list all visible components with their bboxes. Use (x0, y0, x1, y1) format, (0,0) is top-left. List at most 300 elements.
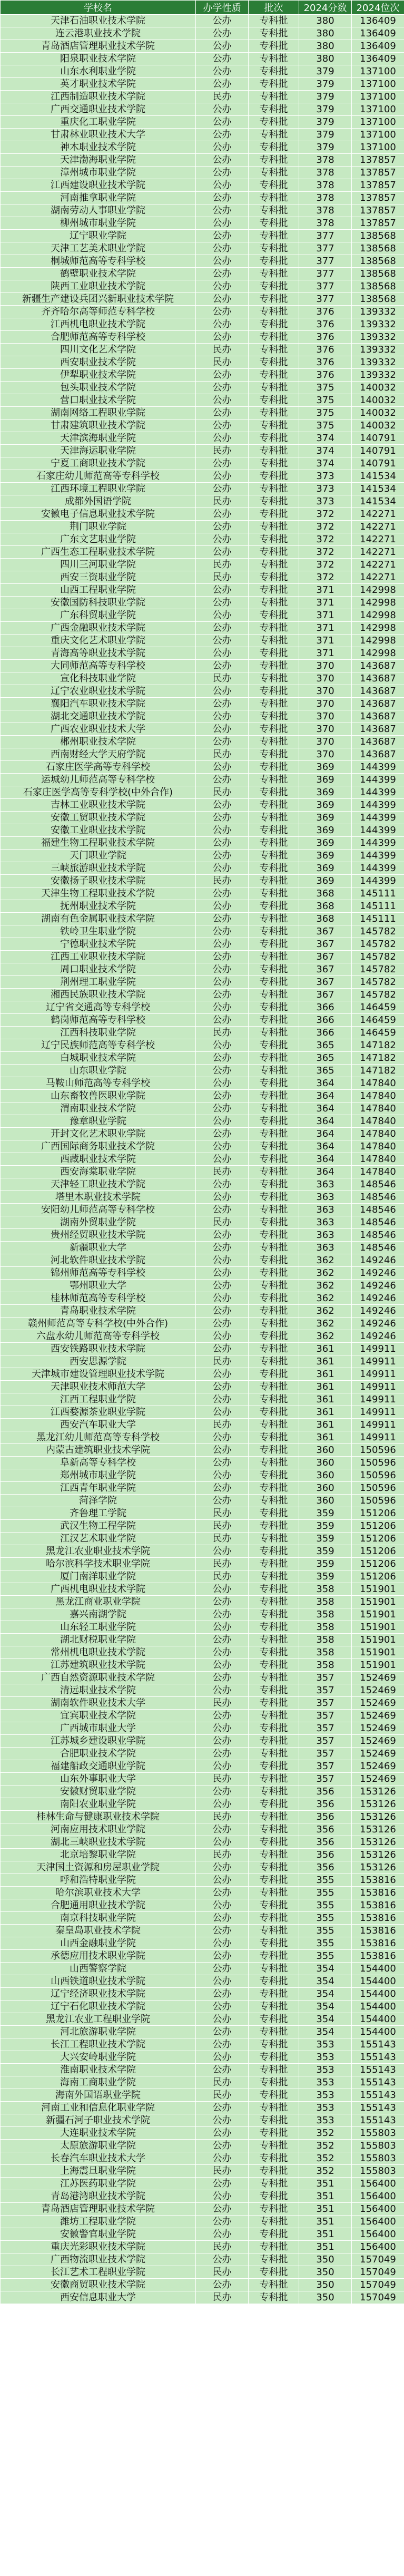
rank-cell: 137857 (352, 217, 404, 230)
school-name-cell: 天津渤海职业学院 (1, 154, 196, 167)
batch-cell: 专科批 (249, 344, 299, 356)
batch-cell: 专科批 (249, 521, 299, 533)
score-cell: 354 (299, 2013, 352, 2026)
score-cell: 365 (299, 1065, 352, 1077)
ownership-cell: 民办 (196, 356, 249, 369)
batch-cell: 专科批 (249, 1090, 299, 1102)
school-name-cell: 辽宁石化职业技术学院 (1, 2001, 196, 2013)
table-row (1, 2026, 404, 2038)
table-row (1, 862, 404, 875)
score-cell: 364 (299, 1166, 352, 1178)
score-cell: 370 (299, 698, 352, 710)
school-name-cell: 山西铁道职业技术学院 (1, 1975, 196, 1988)
school-name-cell: 安徽国防科技职业学院 (1, 597, 196, 609)
school-name-cell: 西安汽车职业大学 (1, 1419, 196, 1431)
rank-cell: 153816 (352, 1925, 404, 1937)
score-cell: 367 (299, 989, 352, 1001)
batch-cell: 专科批 (249, 938, 299, 951)
rank-cell: 152469 (352, 1773, 404, 1785)
school-name-cell: 郴州职业技术学院 (1, 736, 196, 748)
batch-cell: 专科批 (249, 255, 299, 268)
table-row (1, 1963, 404, 1975)
table-row (1, 1330, 404, 1343)
score-cell: 380 (299, 40, 352, 53)
ownership-cell: 民办 (196, 786, 249, 799)
rank-cell: 144399 (352, 824, 404, 837)
rank-cell: 145782 (352, 938, 404, 951)
rank-cell: 136409 (352, 27, 404, 40)
batch-cell: 专科批 (249, 925, 299, 938)
score-cell: 375 (299, 394, 352, 407)
score-cell: 360 (299, 1482, 352, 1495)
rank-cell: 143687 (352, 736, 404, 748)
school-name-cell: 天门职业学院 (1, 850, 196, 862)
score-cell: 361 (299, 1381, 352, 1393)
school-name-cell: 北京培黎职业学院 (1, 1849, 196, 1861)
table-row (1, 710, 404, 723)
score-cell: 356 (299, 1823, 352, 1836)
batch-cell: 专科批 (249, 1925, 299, 1937)
table-row (1, 1204, 404, 1216)
score-cell: 363 (299, 1191, 352, 1204)
rank-cell: 149246 (352, 1292, 404, 1305)
table-row (1, 255, 404, 268)
table-row (1, 1760, 404, 1773)
ownership-cell: 民办 (196, 1520, 249, 1533)
ownership-cell: 公办 (196, 989, 249, 1001)
school-name-cell: 安徽工业职业技术学院 (1, 824, 196, 837)
score-cell: 358 (299, 1621, 352, 1634)
table-row (1, 2013, 404, 2026)
ownership-cell: 公办 (196, 1318, 249, 1330)
batch-cell: 专科批 (249, 1874, 299, 1887)
rank-cell: 148546 (352, 1204, 404, 1216)
score-cell: 364 (299, 1153, 352, 1166)
school-name-cell: 太原旅游职业学院 (1, 2140, 196, 2152)
score-cell: 357 (299, 1748, 352, 1760)
score-cell: 354 (299, 2026, 352, 2038)
ownership-cell: 公办 (196, 1381, 249, 1393)
table-row (1, 280, 404, 293)
school-name-cell: 江西工业职业技术学院 (1, 951, 196, 963)
batch-cell: 专科批 (249, 786, 299, 799)
rank-cell: 151206 (352, 1533, 404, 1545)
batch-cell: 专科批 (249, 913, 299, 925)
batch-cell: 专科批 (249, 2102, 299, 2114)
ownership-cell: 公办 (196, 976, 249, 989)
batch-cell: 专科批 (249, 1014, 299, 1027)
rank-cell: 157049 (352, 2253, 404, 2266)
rank-cell: 144399 (352, 812, 404, 824)
score-cell: 372 (299, 571, 352, 584)
ownership-cell: 公办 (196, 1988, 249, 2001)
batch-cell: 专科批 (249, 91, 299, 103)
batch-cell: 专科批 (249, 1229, 299, 1242)
score-cell: 353 (299, 2076, 352, 2089)
batch-cell: 专科批 (249, 1001, 299, 1014)
batch-cell: 专科批 (249, 470, 299, 483)
batch-cell: 专科批 (249, 1178, 299, 1191)
rank-cell: 142271 (352, 533, 404, 546)
rank-cell: 155143 (352, 2076, 404, 2089)
ownership-cell: 公办 (196, 521, 249, 533)
rank-cell: 151206 (352, 1545, 404, 1558)
table-row (1, 1849, 404, 1861)
rank-cell: 150596 (352, 1495, 404, 1507)
table-row (1, 1001, 404, 1014)
batch-cell: 专科批 (249, 179, 299, 192)
score-cell: 360 (299, 1469, 352, 1482)
ownership-cell: 公办 (196, 53, 249, 65)
rank-cell: 149911 (352, 1431, 404, 1444)
score-cell: 370 (299, 736, 352, 748)
table-row (1, 609, 404, 622)
batch-cell: 专科批 (249, 1773, 299, 1785)
table-row (1, 1748, 404, 1760)
score-cell: 371 (299, 622, 352, 635)
rank-cell: 149911 (352, 1393, 404, 1406)
rank-cell: 145782 (352, 963, 404, 976)
ownership-cell: 公办 (196, 774, 249, 786)
batch-cell: 专科批 (249, 2178, 299, 2190)
rank-cell: 149911 (352, 1406, 404, 1419)
ownership-cell: 公办 (196, 533, 249, 546)
batch-cell: 专科批 (249, 129, 299, 141)
ownership-cell: 公办 (196, 382, 249, 394)
ownership-cell: 公办 (196, 647, 249, 660)
school-name-cell: 贵州经贸职业技术学院 (1, 1229, 196, 1242)
rank-cell: 144399 (352, 875, 404, 887)
ownership-cell: 公办 (196, 2064, 249, 2076)
table-row (1, 1988, 404, 2001)
ownership-cell: 公办 (196, 1343, 249, 1355)
school-name-cell: 合肥师范高等专科学校 (1, 331, 196, 344)
school-name-cell: 鹤岗师范高等专科学校 (1, 1014, 196, 1027)
score-cell: 360 (299, 1457, 352, 1469)
rank-cell: 140032 (352, 382, 404, 394)
score-cell: 361 (299, 1406, 352, 1419)
rank-cell: 150596 (352, 1444, 404, 1457)
score-cell: 354 (299, 2001, 352, 2013)
table-row (1, 318, 404, 331)
school-name-cell: 桂林生命与健康职业技术学院 (1, 1811, 196, 1823)
batch-cell: 专科批 (249, 1469, 299, 1482)
rank-cell: 156400 (352, 2178, 404, 2190)
ownership-cell: 公办 (196, 1469, 249, 1482)
score-cell: 355 (299, 1925, 352, 1937)
school-name-cell: 新疆石河子职业技术学院 (1, 2114, 196, 2127)
batch-cell: 专科批 (249, 698, 299, 710)
batch-cell: 专科批 (249, 1596, 299, 1608)
school-name-cell: 青海高等职业技术学院 (1, 647, 196, 660)
score-cell: 365 (299, 1039, 352, 1052)
rank-cell: 149911 (352, 1381, 404, 1393)
ownership-cell: 公办 (196, 293, 249, 306)
score-cell: 364 (299, 1102, 352, 1115)
rank-cell: 151206 (352, 1570, 404, 1583)
ownership-cell: 公办 (196, 1204, 249, 1216)
table-row (1, 1065, 404, 1077)
batch-cell: 专科批 (249, 571, 299, 584)
table-row (1, 1393, 404, 1406)
table-row (1, 116, 404, 129)
rank-cell: 139332 (352, 344, 404, 356)
school-name-cell: 常州机电职业技术学院 (1, 1646, 196, 1659)
score-cell: 380 (299, 53, 352, 65)
rank-cell: 157049 (352, 2266, 404, 2279)
score-cell: 369 (299, 837, 352, 850)
school-name-cell: 湖南软件职业技术大学 (1, 1697, 196, 1710)
rank-cell: 140791 (352, 445, 404, 457)
score-cell: 379 (299, 103, 352, 116)
batch-cell: 专科批 (249, 1760, 299, 1773)
table-row (1, 154, 404, 167)
rank-cell: 137100 (352, 141, 404, 154)
batch-cell: 专科批 (249, 1608, 299, 1621)
rank-cell: 152469 (352, 1672, 404, 1684)
score-cell: 355 (299, 1899, 352, 1912)
table-row (1, 559, 404, 571)
table-row (1, 597, 404, 609)
rank-cell: 140032 (352, 407, 404, 419)
batch-cell: 专科批 (249, 27, 299, 40)
ownership-cell: 公办 (196, 1710, 249, 1722)
score-cell: 376 (299, 369, 352, 382)
school-name-cell: 天津轻工职业技术学院 (1, 1178, 196, 1191)
school-name-cell: 山东外事职业大学 (1, 1773, 196, 1785)
score-cell: 376 (299, 306, 352, 318)
table-row (1, 1507, 404, 1520)
table-row (1, 1874, 404, 1887)
school-name-cell: 嘉兴南湖学院 (1, 1608, 196, 1621)
rank-cell: 147840 (352, 1140, 404, 1153)
rank-cell: 152469 (352, 1684, 404, 1697)
score-cell: 362 (299, 1267, 352, 1280)
score-cell: 371 (299, 609, 352, 622)
school-name-cell: 开封文化艺术职业学院 (1, 1128, 196, 1140)
school-name-cell: 锦州师范高等专科学校 (1, 1267, 196, 1280)
rank-cell: 151901 (352, 1621, 404, 1634)
ownership-cell: 公办 (196, 1836, 249, 1849)
table-body (1, 15, 404, 2304)
table-row (1, 2178, 404, 2190)
batch-cell: 专科批 (249, 53, 299, 65)
batch-cell: 专科批 (249, 2001, 299, 2013)
batch-cell: 专科批 (249, 1545, 299, 1558)
ownership-cell: 公办 (196, 609, 249, 622)
school-name-cell: 西安海棠职业学院 (1, 1166, 196, 1178)
score-cell: 358 (299, 1659, 352, 1672)
ownership-cell: 民办 (196, 1216, 249, 1229)
table-row (1, 2241, 404, 2253)
rank-cell: 144399 (352, 862, 404, 875)
table-row (1, 1216, 404, 1229)
score-cell: 375 (299, 382, 352, 394)
batch-cell: 专科批 (249, 1393, 299, 1406)
school-name-cell: 广西机电职业技术学院 (1, 1583, 196, 1596)
score-cell: 372 (299, 508, 352, 521)
rank-cell: 153816 (352, 1887, 404, 1899)
score-cell: 369 (299, 761, 352, 774)
table-row (1, 495, 404, 508)
school-name-cell: 山西警察学院 (1, 1963, 196, 1975)
batch-cell: 专科批 (249, 1507, 299, 1520)
table-row (1, 1027, 404, 1039)
school-name-cell: 湖北三峡职业技术学院 (1, 1836, 196, 1849)
score-cell: 360 (299, 1444, 352, 1457)
score-cell: 358 (299, 1596, 352, 1608)
table-row (1, 1178, 404, 1191)
rank-cell: 154400 (352, 1963, 404, 1975)
school-name-cell: 天津海运职业学院 (1, 445, 196, 457)
batch-cell: 专科批 (249, 331, 299, 344)
header-school-name: 学校名 (1, 1, 196, 15)
school-name-cell: 青岛职业技术学院 (1, 1305, 196, 1318)
header-score-2024: 2024分数 (299, 1, 352, 15)
score-cell: 369 (299, 799, 352, 812)
score-cell: 370 (299, 660, 352, 672)
ownership-cell: 公办 (196, 2152, 249, 2165)
table-row (1, 1368, 404, 1381)
score-cell: 356 (299, 1785, 352, 1798)
table-row (1, 1520, 404, 1533)
table-row (1, 1912, 404, 1925)
rank-cell: 155143 (352, 2051, 404, 2064)
rank-cell: 145111 (352, 887, 404, 900)
table-row (1, 1140, 404, 1153)
ownership-cell: 民办 (196, 2076, 249, 2089)
batch-cell: 专科批 (249, 2216, 299, 2228)
batch-cell: 专科批 (249, 154, 299, 167)
score-cell: 357 (299, 1684, 352, 1697)
ownership-cell: 公办 (196, 635, 249, 647)
ownership-cell: 公办 (196, 1748, 249, 1760)
ownership-cell: 公办 (196, 1178, 249, 1191)
score-cell: 376 (299, 331, 352, 344)
rank-cell: 145111 (352, 913, 404, 925)
rank-cell: 149246 (352, 1330, 404, 1343)
batch-cell: 专科批 (249, 495, 299, 508)
score-cell: 373 (299, 495, 352, 508)
score-cell: 377 (299, 255, 352, 268)
rank-cell: 138568 (352, 280, 404, 293)
ownership-cell: 公办 (196, 723, 249, 736)
table-row (1, 217, 404, 230)
batch-cell: 专科批 (249, 660, 299, 672)
ownership-cell: 公办 (196, 508, 249, 521)
batch-cell: 专科批 (249, 1368, 299, 1381)
table-row (1, 1596, 404, 1608)
school-name-cell: 三峡旅游职业技术学院 (1, 862, 196, 875)
school-name-cell: 黑龙江商业职业学院 (1, 1596, 196, 1608)
batch-cell: 专科批 (249, 1659, 299, 1672)
ownership-cell: 民办 (196, 344, 249, 356)
ownership-cell: 公办 (196, 1760, 249, 1773)
ownership-cell: 公办 (196, 192, 249, 204)
rank-cell: 149246 (352, 1280, 404, 1292)
batch-cell: 专科批 (249, 2291, 299, 2304)
ownership-cell: 民办 (196, 1558, 249, 1570)
rank-cell: 138568 (352, 242, 404, 255)
ownership-cell: 公办 (196, 1267, 249, 1280)
score-cell: 363 (299, 1229, 352, 1242)
rank-cell: 137857 (352, 154, 404, 167)
school-name-cell: 山西金融职业学院 (1, 1937, 196, 1950)
batch-cell: 专科批 (249, 1166, 299, 1178)
score-cell: 357 (299, 1722, 352, 1735)
score-cell: 359 (299, 1507, 352, 1520)
score-cell: 368 (299, 913, 352, 925)
ownership-cell: 公办 (196, 1482, 249, 1495)
school-name-cell: 重庆光彩职业技术学院 (1, 2241, 196, 2253)
score-cell: 355 (299, 1874, 352, 1887)
school-name-cell: 福建生物工程职业技术学院 (1, 837, 196, 850)
ownership-cell: 公办 (196, 217, 249, 230)
batch-cell: 专科批 (249, 394, 299, 407)
table-row (1, 40, 404, 53)
table-row (1, 2140, 404, 2152)
school-name-cell: 江汉艺术职业学院 (1, 1533, 196, 1545)
rank-cell: 136409 (352, 53, 404, 65)
table-row (1, 356, 404, 369)
batch-cell: 专科批 (249, 2266, 299, 2279)
batch-cell: 专科批 (249, 1381, 299, 1393)
school-name-cell: 甘肃建筑职业技术学院 (1, 419, 196, 432)
score-cell: 351 (299, 2241, 352, 2253)
score-cell: 356 (299, 1849, 352, 1861)
rank-cell: 143687 (352, 723, 404, 736)
batch-cell: 专科批 (249, 774, 299, 786)
ownership-cell: 公办 (196, 1115, 249, 1128)
rank-cell: 155143 (352, 2114, 404, 2127)
school-name-cell: 秦皇岛职业技术学院 (1, 1925, 196, 1937)
table-row (1, 167, 404, 179)
ownership-cell: 民办 (196, 1507, 249, 1520)
school-name-cell: 湖南网络工程职业学院 (1, 407, 196, 419)
ownership-cell: 公办 (196, 685, 249, 698)
score-cell: 363 (299, 1242, 352, 1254)
score-cell: 370 (299, 748, 352, 761)
rank-cell: 141534 (352, 495, 404, 508)
table-row (1, 1697, 404, 1710)
table-row (1, 533, 404, 546)
school-name-cell: 伊犁职业技术学院 (1, 369, 196, 382)
ownership-cell: 民办 (196, 748, 249, 761)
batch-cell: 专科批 (249, 862, 299, 875)
score-cell: 379 (299, 78, 352, 91)
school-name-cell: 襄阳汽车职业技术学院 (1, 698, 196, 710)
ownership-cell: 公办 (196, 1608, 249, 1621)
ownership-cell: 公办 (196, 407, 249, 419)
rank-cell: 152469 (352, 1748, 404, 1760)
rank-cell: 147840 (352, 1166, 404, 1178)
table-row (1, 1735, 404, 1748)
score-cell: 377 (299, 268, 352, 280)
table-row (1, 2001, 404, 2013)
school-name-cell: 郑州城市职业学院 (1, 1469, 196, 1482)
batch-cell: 专科批 (249, 141, 299, 154)
school-name-cell: 鄂州职业大学 (1, 1280, 196, 1292)
batch-cell: 专科批 (249, 1672, 299, 1684)
table-row (1, 192, 404, 204)
score-cell: 378 (299, 217, 352, 230)
batch-cell: 专科批 (249, 1722, 299, 1735)
school-name-cell: 上海震旦职业学院 (1, 2165, 196, 2178)
batch-cell: 专科批 (249, 1785, 299, 1798)
table-row (1, 660, 404, 672)
rank-cell: 147840 (352, 1102, 404, 1115)
ownership-cell: 公办 (196, 1874, 249, 1887)
